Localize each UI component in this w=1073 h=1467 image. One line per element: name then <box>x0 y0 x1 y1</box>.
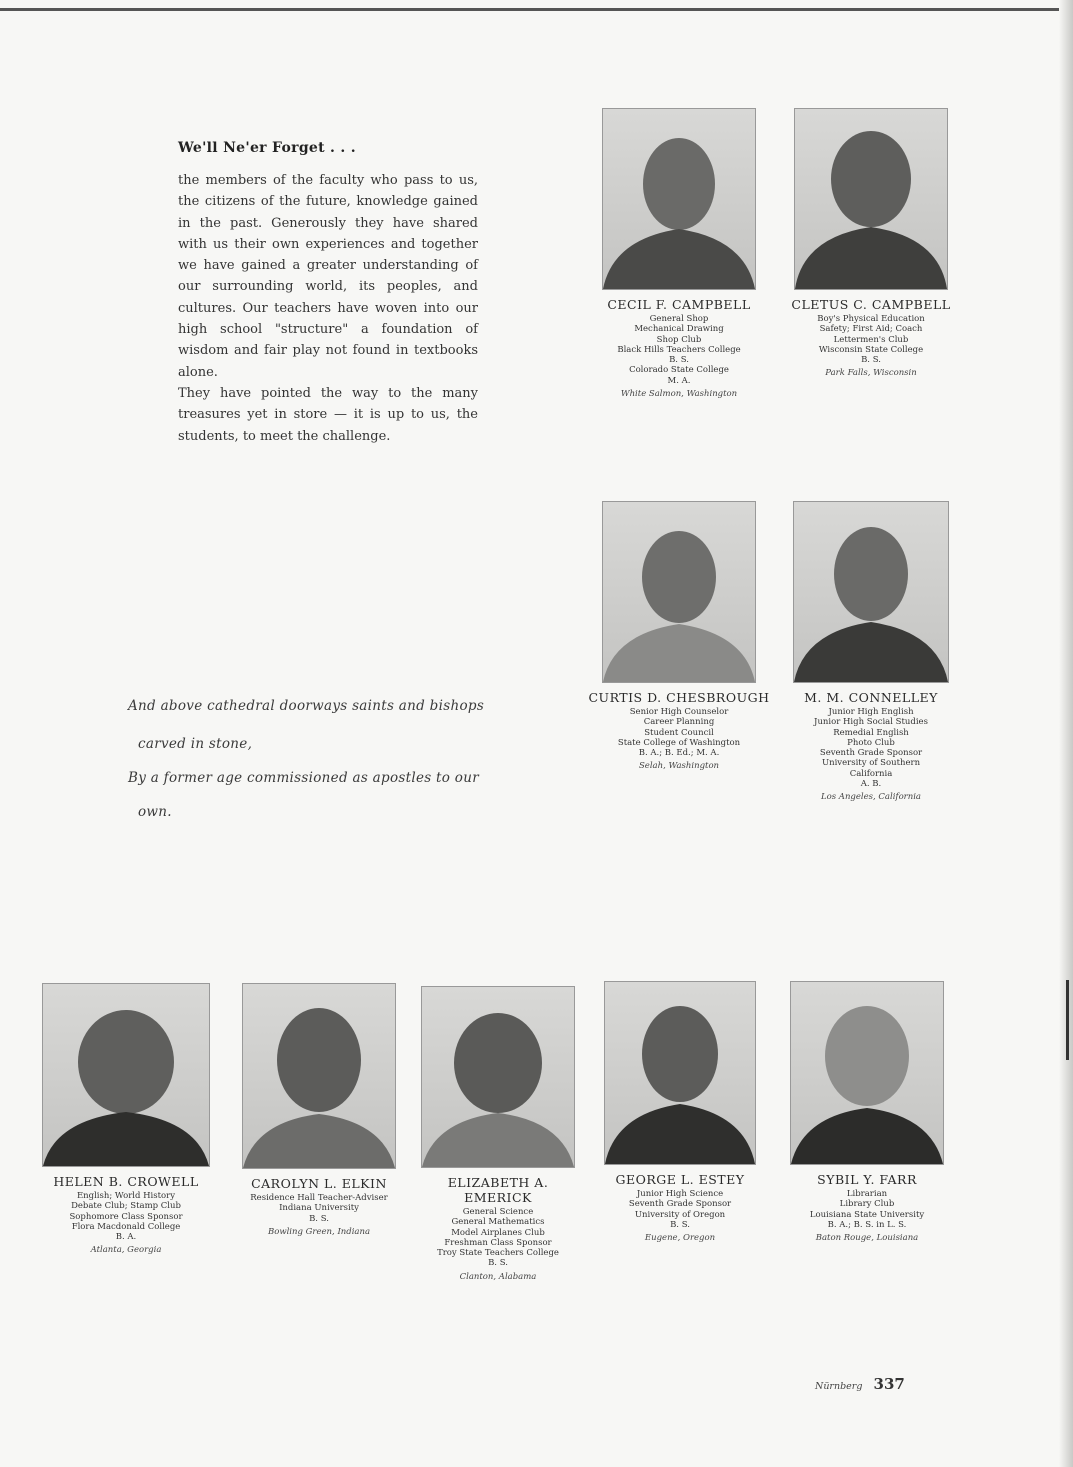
poem-line-4: own. <box>138 804 172 820</box>
page-number: 337 <box>873 1375 905 1393</box>
faculty-name: M. M. CONNELLEY <box>804 690 938 705</box>
faculty-name: CLETUS C. CAMPBELL <box>791 297 951 312</box>
portrait-photo <box>421 986 575 1168</box>
page-footer <box>815 1374 905 1393</box>
faculty-details: General Science General Mathematics Model Airplanes Club Freshman Class Sponsor Troy State Teachers College B. S. <box>437 1207 559 1269</box>
faculty-details: English; World History Debate Club; Stamp Club Sophomore Class Sponsor Flora Macdonald College B. A. <box>69 1191 183 1243</box>
faculty-hometown: Atlanta, Georgia <box>90 1245 162 1256</box>
poem-line-2: carved in stone, <box>138 736 253 752</box>
faculty-hometown: Bowling Green, Indiana <box>267 1226 371 1237</box>
faculty-hometown: Selah, Washington <box>638 761 720 772</box>
intro-paragraph-2: They have pointed the way to the many treasures yet in store — it is up to us, the students, to meet the challenge. <box>178 385 478 444</box>
portrait-photo <box>602 501 756 683</box>
faculty-details: Librarian Library Club Louisiana State University B. A.; B. S. in L. S. <box>809 1189 925 1230</box>
faculty-hometown: White Salmon, Washington <box>620 389 738 400</box>
publication-name: Nürnberg <box>815 1381 863 1392</box>
page-top-rule <box>0 8 1073 11</box>
faculty-card-carolyn-elkin <box>219 983 419 1237</box>
faculty-name: CAROLYN L. ELKIN <box>251 1176 387 1191</box>
intro-heading: We'll Ne'er Forget . . . <box>178 140 356 156</box>
faculty-hometown: Eugene, Oregon <box>644 1233 716 1244</box>
faculty-card-cletus-campbell <box>771 108 971 378</box>
portrait-photo <box>42 983 210 1167</box>
faculty-hometown: Baton Rouge, Louisiana <box>815 1233 919 1244</box>
faculty-card-curtis-chesbrough <box>579 501 779 771</box>
portrait-photo <box>242 983 396 1169</box>
page-gutter-shadow <box>1059 0 1073 1467</box>
faculty-hometown: Park Falls, Wisconsin <box>825 368 917 379</box>
portrait-photo <box>790 981 944 1165</box>
portrait-photo <box>794 108 948 290</box>
faculty-details: Boy's Physical Education Safety; First Aid; Coach Lettermen's Club Wisconsin State College B. S. <box>817 314 925 366</box>
poem-line-1: And above cathedral doorways saints and bishops <box>128 698 485 714</box>
faculty-name: CECIL F. CAMPBELL <box>607 297 751 312</box>
faculty-details: Junior High Science Seventh Grade Sponsor University of Oregon B. S. <box>628 1189 732 1230</box>
faculty-name: SYBIL Y. FARR <box>817 1172 917 1187</box>
faculty-details: Junior High English Junior High Social Studies Remedial English Photo Club Seventh Grade Sponsor University of Southern California A. B. <box>814 707 928 790</box>
faculty-details: Senior High Counselor Career Planning Student Council State College of Washington B. A.; B. Ed.; M. A. <box>617 707 741 759</box>
poem-line-3: By a former age commissioned as apostles to our <box>128 770 479 786</box>
faculty-name: CURTIS D. CHESBROUGH <box>588 690 770 705</box>
faculty-card-m-connelley <box>771 501 971 802</box>
faculty-card-cecil-campbell <box>579 108 779 399</box>
intro-paragraph-1: the members of the faculty who pass to us, the citizens of the future, knowledge gained in the past. Generously they have shared with us their own experiences and together we have gained a greater understanding of our surrounding world, its peoples, and cultures. Our teachers have woven into our high school "structure" a foundation of wisdom and fair play not found in textbooks alone. <box>178 173 478 380</box>
faculty-hometown: Clanton, Alabama <box>459 1271 537 1282</box>
intro-section <box>178 140 478 447</box>
faculty-card-helen-crowell <box>26 983 226 1255</box>
portrait-photo <box>793 501 949 683</box>
faculty-name: ELIZABETH A. EMERICK <box>447 1175 549 1205</box>
faculty-hometown: Los Angeles, California <box>820 792 922 803</box>
portrait-photo <box>604 981 756 1165</box>
faculty-details: Residence Hall Teacher-Adviser Indiana University B. S. <box>250 1193 388 1224</box>
faculty-card-sybil-farr <box>767 981 967 1243</box>
portrait-photo <box>602 108 756 290</box>
faculty-details: General Shop Mechanical Drawing Shop Club Black Hills Teachers College B. S. Colorado State College M. A. <box>617 314 741 386</box>
page-edge-mark <box>1066 980 1069 1060</box>
faculty-name: HELEN B. CROWELL <box>53 1174 199 1189</box>
faculty-name: GEORGE L. ESTEY <box>615 1172 745 1187</box>
faculty-card-elizabeth-emerick <box>398 986 598 1282</box>
faculty-card-george-estey <box>580 981 780 1243</box>
